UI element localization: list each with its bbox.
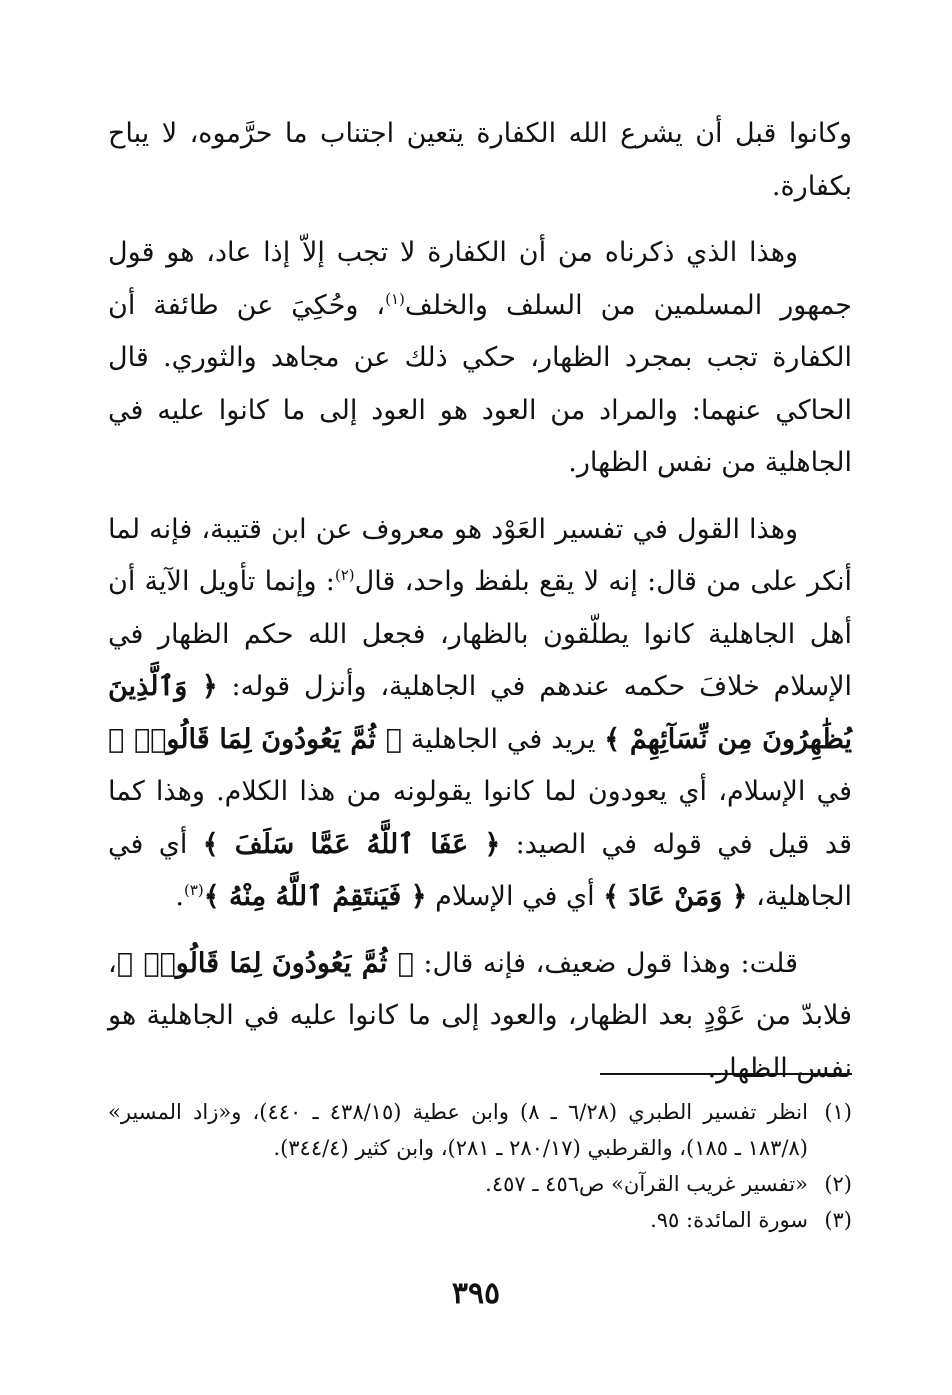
footnote-text: سورة المائدة: ٩٥.: [650, 1208, 808, 1232]
quran-quote: ﴿ ثُمَّ يَعُودُونَ لِمَا قَالُوا۟ ﴾: [108, 723, 402, 755]
text-run: ، وحُكِيَ عن طائفة أن الكفارة تجب بمجرد الظهار، حكي ذلك عن مجاهد والثوري. قال الحاكي عنهما: والمراد من العود هو العود إلى ما كانوا عليه في الجاهلية من نفس الظهار.: [108, 289, 852, 478]
text-run: : وإنما تأويل الآية أن أهل الجاهلية كانوا يطلّقون بالظهار، فجعل الله حكم الظهار في الإسلام خلافَ حكمه عندهم في الجاهلية، وأنزل قوله:: [108, 566, 853, 702]
footnote: [108, 1094, 852, 1166]
footnote-number: (٢): [824, 1172, 852, 1196]
footnote-number: (١): [824, 1100, 852, 1124]
text-run: ، فلابدّ من عَوْدٍ بعد الظهار، والعود إلى ما كانوا عليه في الجاهلية هو نفس الظهار.: [108, 947, 852, 1084]
footnote-marker: (٢): [334, 566, 355, 584]
page-number: ٣٩٥: [451, 1276, 501, 1311]
paragraph: [108, 227, 852, 490]
quran-quote: ﴿ عَفَا ٱللَّهُ عَمَّا سَلَفَ ﴾: [202, 828, 501, 860]
text-run: يريد في الجاهلية: [401, 723, 605, 755]
quran-quote: ﴿ وَٱلَّذِينَ يُظَٰهِرُونَ مِن نِّسَآئِهِمْ ﴾: [108, 671, 853, 755]
footnote-text: «تفسير غريب القرآن» ص٤٥٦ ـ ٤٥٧.: [485, 1172, 808, 1196]
text-run: وهذا القول في تفسير العَوْد هو معروف عن ابن قتيبة، فإنه لما أنكر على من قال: إنه لا يقع بلفظ واحد، قال: [108, 513, 852, 597]
footnotes: [108, 1094, 852, 1238]
footnote: [108, 1202, 852, 1238]
quran-quote: ﴿ ثُمَّ يَعُودُونَ لِمَا قَالُوا۟ ﴾: [116, 947, 414, 979]
paragraph: [108, 504, 852, 924]
main-text: [108, 108, 852, 1109]
text-run: قلت: وهذا قول ضعيف، فإنه قال:: [413, 947, 799, 979]
footnote: [108, 1166, 852, 1202]
text-run: وكانوا قبل أن يشرع الله الكفارة يتعين اجتناب ما حرَّموه، لا يباح بكفارة.: [108, 118, 852, 202]
text-run: أي في الجاهلية،: [108, 828, 852, 912]
text-run: أي في الإسلام: [426, 881, 604, 912]
quran-quote: ﴿ وَمَنْ عَادَ ﴾: [603, 881, 748, 912]
footnote-text: انظر تفسير الطبري (٦/٢٨ ـ ٨) وابن عطية (٤٣٨/١٥ ـ ٤٤٠)، و«زاد المسير» (١٨٣/٨ ـ ١٨٥)، والقرطبي (٢٨٠/١٧ ـ ٢٨١)، وابن كثير (٣٤٤/٤).: [108, 1100, 808, 1160]
paragraph: [108, 108, 852, 213]
quran-quote: ﴿ فَيَنتَقِمُ ٱللَّهُ مِنْهُ ﴾: [203, 881, 427, 912]
text-run: في الإسلام، أي يعودون لما كانوا يقولونه من هذا الكلام. وهذا كما قد قيل في قوله في الصيد:: [108, 776, 852, 860]
footnote-separator: [600, 1073, 852, 1075]
footnote-number: (٣): [824, 1208, 852, 1232]
footnote-marker: (١): [385, 289, 405, 308]
paragraph: [108, 938, 852, 1096]
footnote-marker: (٣): [183, 881, 204, 899]
text-run: .: [175, 881, 184, 912]
text-run: وهذا الذي ذكرناه من أن الكفارة لا تجب إلاّ إذا عاد، هو قول جمهور المسلمين من السلف والخلف: [108, 237, 852, 321]
